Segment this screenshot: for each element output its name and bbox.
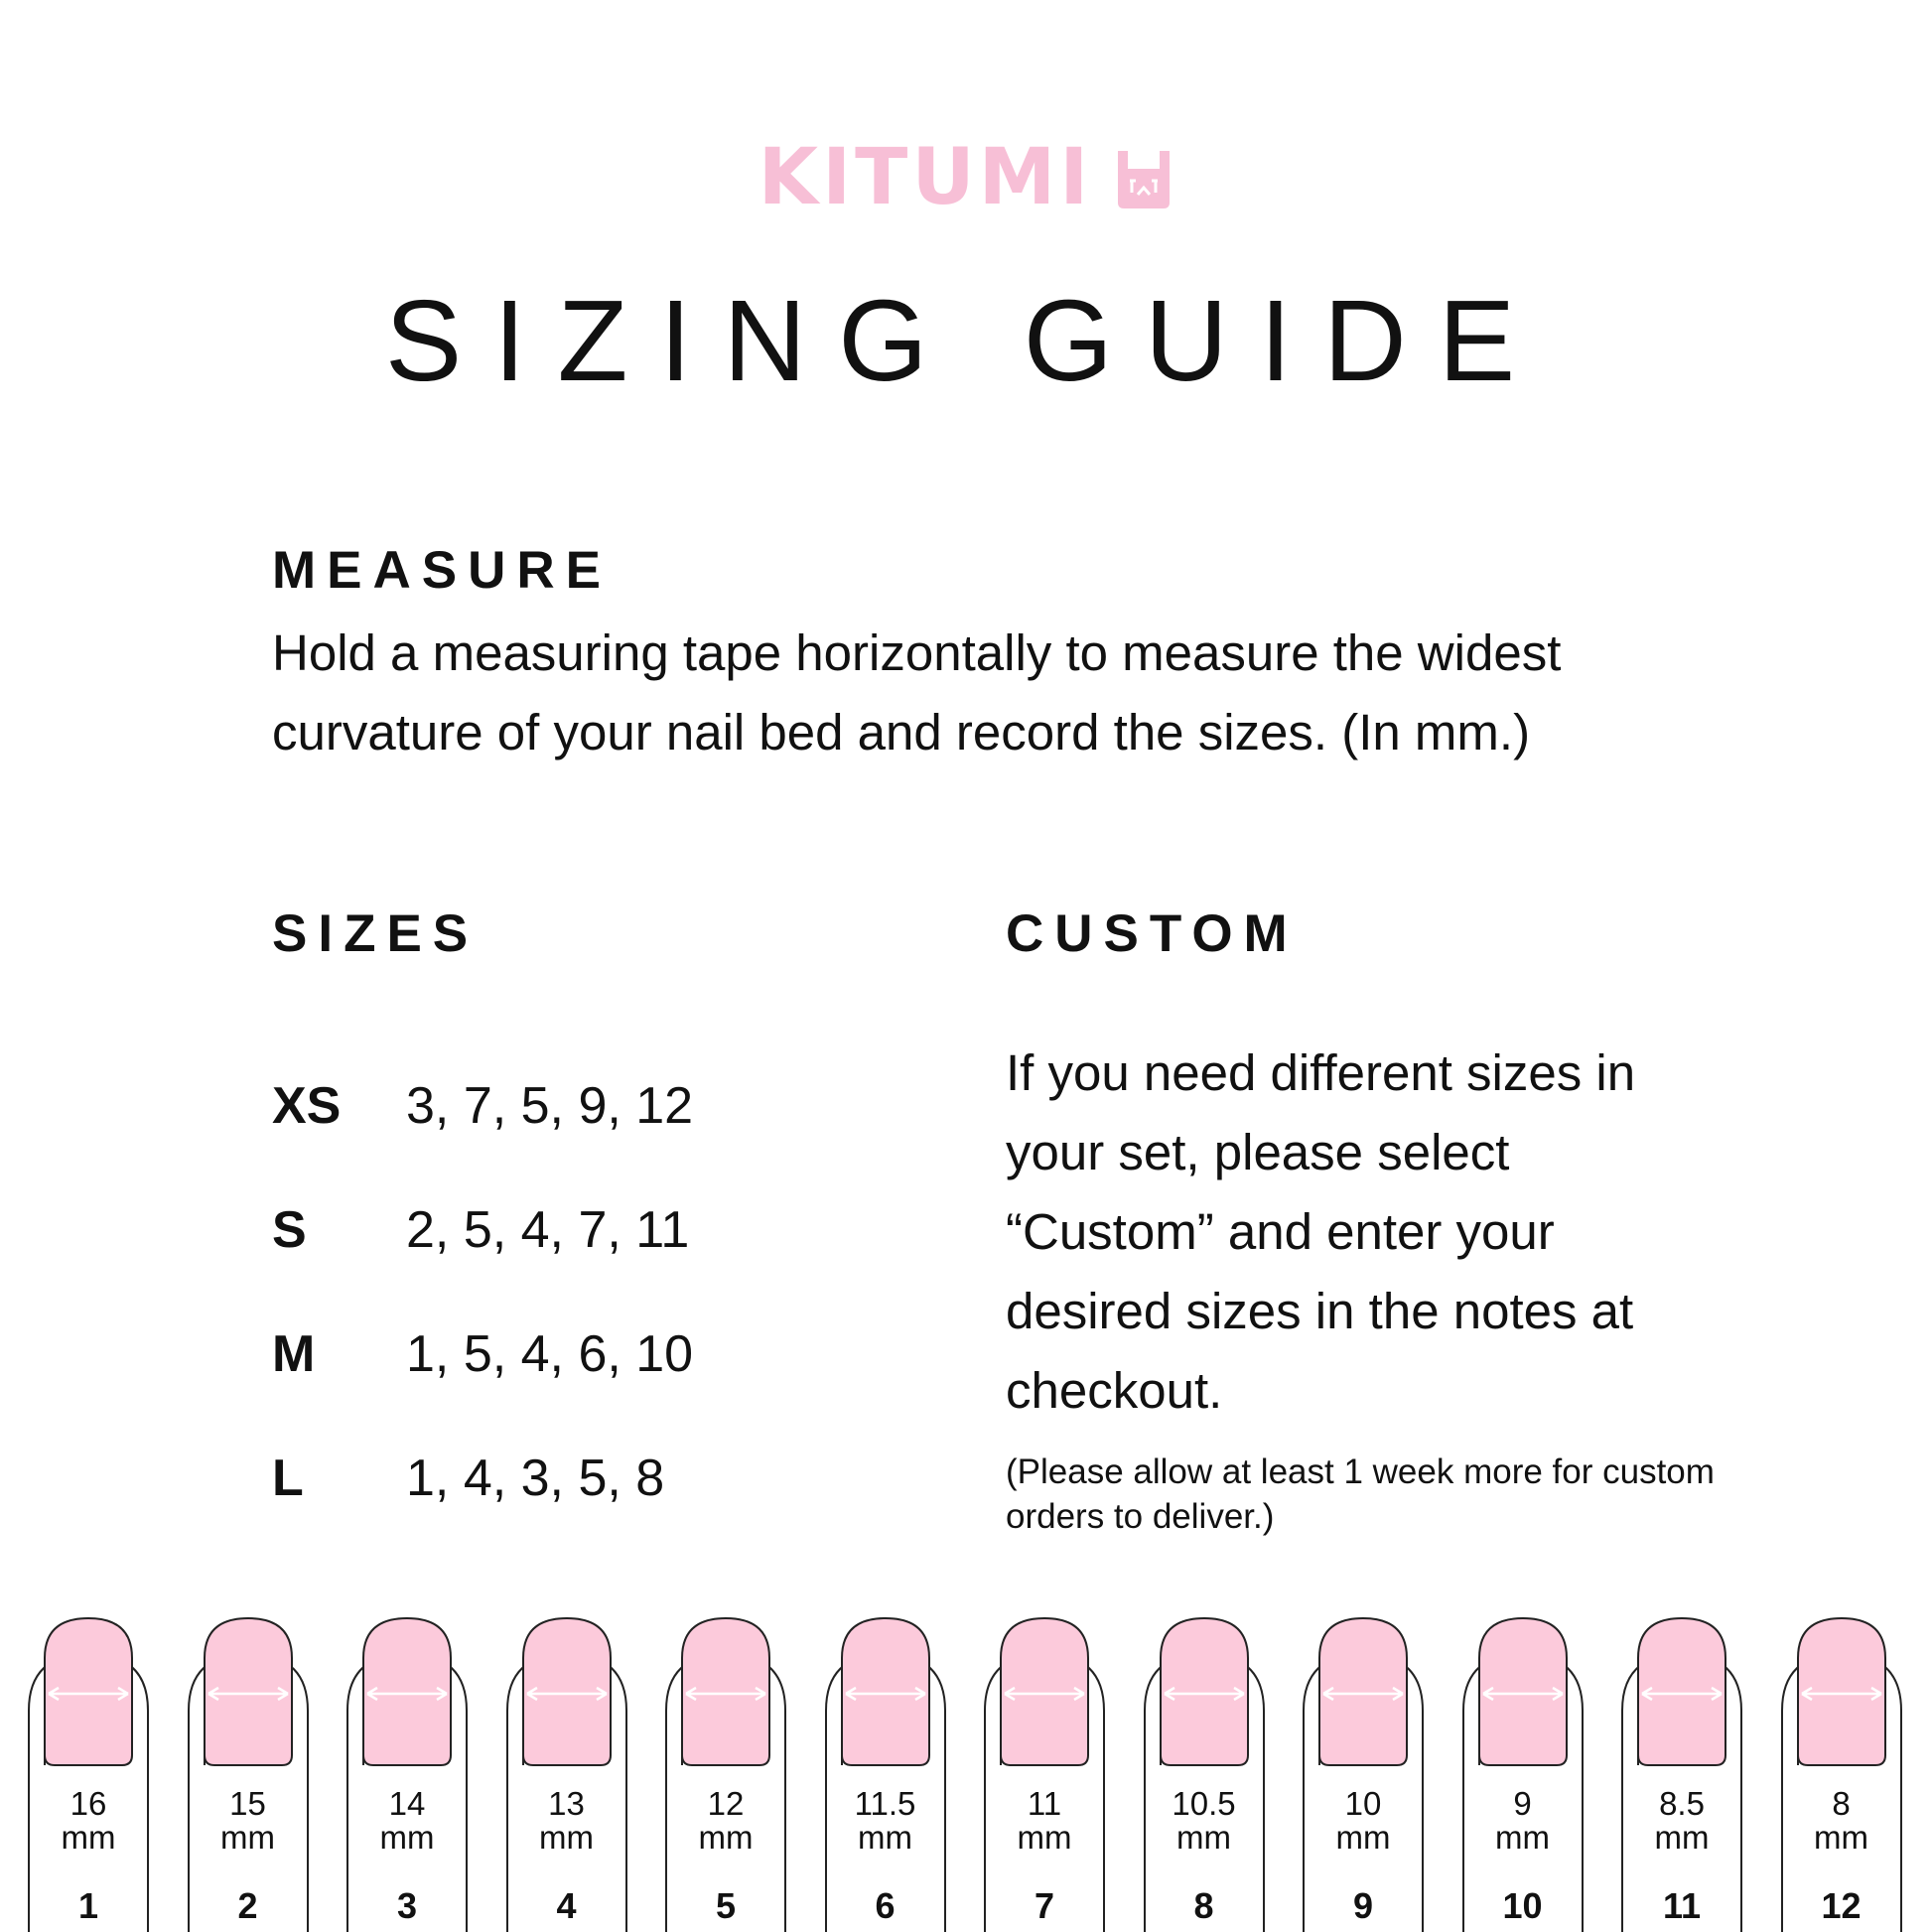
nail-size-9 xyxy=(1302,1616,1425,1932)
nail-shape xyxy=(842,1618,929,1765)
size-row-l xyxy=(272,1416,693,1540)
nail-width-value: 9 xyxy=(1513,1785,1532,1822)
sizes-heading: SIZES xyxy=(272,904,480,963)
nail-width-value: 16 xyxy=(69,1785,107,1822)
nail-width-value: 8 xyxy=(1832,1785,1851,1822)
nail-size-5 xyxy=(664,1616,787,1932)
nail-width-unit: mm xyxy=(1654,1819,1710,1856)
size-values: 1, 5, 4, 6, 10 xyxy=(406,1324,694,1383)
nail-width-label xyxy=(1620,1787,1743,1855)
nail-width-label xyxy=(187,1787,310,1855)
nail-width-unit: mm xyxy=(1335,1819,1391,1856)
nail-width-unit: mm xyxy=(1176,1819,1231,1856)
nail-size-7 xyxy=(983,1616,1106,1932)
nail-width-label xyxy=(1461,1787,1585,1855)
nail-width-unit: mm xyxy=(1814,1819,1868,1856)
nail-width-value: 8.5 xyxy=(1659,1785,1705,1822)
nail-number: 4 xyxy=(556,1885,577,1926)
nail-number: 2 xyxy=(237,1885,258,1926)
size-values: 2, 5, 4, 7, 11 xyxy=(406,1200,690,1259)
size-row-xs xyxy=(272,1043,693,1168)
nail-width-label xyxy=(505,1787,628,1855)
nail-shape xyxy=(45,1618,132,1765)
nail-shape xyxy=(205,1618,292,1765)
nail-number: 7 xyxy=(1034,1885,1055,1926)
nail-width-label xyxy=(1780,1787,1903,1855)
nail-width-label xyxy=(1302,1787,1425,1855)
nail-number: 9 xyxy=(1352,1885,1374,1926)
nail-shape xyxy=(1001,1618,1088,1765)
nail-width-label xyxy=(1143,1787,1266,1855)
size-row-m xyxy=(272,1292,693,1416)
nail-size-12 xyxy=(1780,1616,1903,1932)
nail-width-value: 12 xyxy=(707,1785,745,1822)
nail-width-value: 14 xyxy=(388,1785,426,1822)
nail-number: 1 xyxy=(77,1885,99,1926)
size-values: 1, 4, 3, 5, 8 xyxy=(406,1449,665,1507)
size-label: L xyxy=(272,1449,304,1507)
nail-number: 5 xyxy=(715,1885,737,1926)
nail-width-unit: mm xyxy=(379,1819,435,1856)
measure-heading: MEASURE xyxy=(272,541,613,600)
nail-size-6 xyxy=(824,1616,947,1932)
nail-number: 3 xyxy=(396,1885,418,1926)
nail-size-8 xyxy=(1143,1616,1266,1932)
nail-width-value: 10.5 xyxy=(1172,1785,1236,1822)
nail-width-unit: mm xyxy=(698,1819,754,1856)
nail-number: 8 xyxy=(1193,1885,1214,1926)
nail-shape xyxy=(523,1618,611,1765)
size-values: 3, 7, 5, 9, 12 xyxy=(406,1076,694,1135)
nail-width-label xyxy=(983,1787,1106,1855)
nail-width-unit: mm xyxy=(1495,1819,1550,1856)
nail-shape xyxy=(1319,1618,1407,1765)
nail-size-4 xyxy=(505,1616,628,1932)
nail-width-unit: mm xyxy=(220,1819,275,1856)
nail-width-label xyxy=(824,1787,947,1855)
nail-shape xyxy=(1798,1618,1885,1765)
nail-width-unit: mm xyxy=(539,1819,594,1856)
nail-shape xyxy=(363,1618,451,1765)
nail-number: 10 xyxy=(1502,1885,1543,1926)
size-label: M xyxy=(272,1324,316,1383)
custom-note: (Please allow at least 1 week more for custom orders to deliver.) xyxy=(1006,1452,1715,1536)
nail-size-3 xyxy=(345,1616,469,1932)
nail-size-10 xyxy=(1461,1616,1585,1932)
nail-width-value: 11 xyxy=(1027,1785,1062,1822)
nail-number: 6 xyxy=(875,1885,896,1926)
nail-width-unit: mm xyxy=(1017,1819,1072,1856)
nail-number: 12 xyxy=(1821,1885,1862,1926)
nail-size-2 xyxy=(187,1616,310,1932)
page-title: SIZING GUIDE xyxy=(384,276,1548,405)
custom-instructions: If you need different sizes in your set, please select “Custom” and enter your desired sizes in the notes at checkout. xyxy=(1006,1044,1636,1419)
nail-number: 11 xyxy=(1662,1885,1702,1926)
nail-shape xyxy=(1161,1618,1248,1765)
nail-width-value: 13 xyxy=(548,1785,585,1822)
cat-bag-icon xyxy=(1114,145,1173,210)
nail-width-value: 15 xyxy=(229,1785,266,1822)
nail-size-11 xyxy=(1620,1616,1743,1932)
custom-heading: CUSTOM xyxy=(1006,904,1299,963)
sizes-table xyxy=(272,1043,693,1540)
nail-width-label xyxy=(27,1787,150,1855)
nail-width-value: 10 xyxy=(1344,1785,1382,1822)
nail-width-value: 11.5 xyxy=(854,1785,916,1822)
nail-size-chart xyxy=(0,1616,1932,1932)
size-row-s xyxy=(272,1168,693,1292)
measure-instructions: Hold a measuring tape horizontally to measure the widest curvature of your nail bed and record the sizes. (In mm.) xyxy=(272,624,1562,760)
brand-logo-text: KITUMI xyxy=(758,133,1093,222)
nail-size-1 xyxy=(27,1616,150,1932)
nail-width-label xyxy=(345,1787,469,1855)
size-label: S xyxy=(272,1200,307,1259)
nail-width-unit: mm xyxy=(61,1819,116,1856)
nail-shape xyxy=(682,1618,769,1765)
size-label: XS xyxy=(272,1076,342,1135)
nail-width-label xyxy=(664,1787,787,1855)
brand-logo xyxy=(0,133,1932,222)
nail-shape xyxy=(1479,1618,1567,1765)
nail-width-unit: mm xyxy=(858,1819,912,1856)
nail-shape xyxy=(1638,1618,1725,1765)
